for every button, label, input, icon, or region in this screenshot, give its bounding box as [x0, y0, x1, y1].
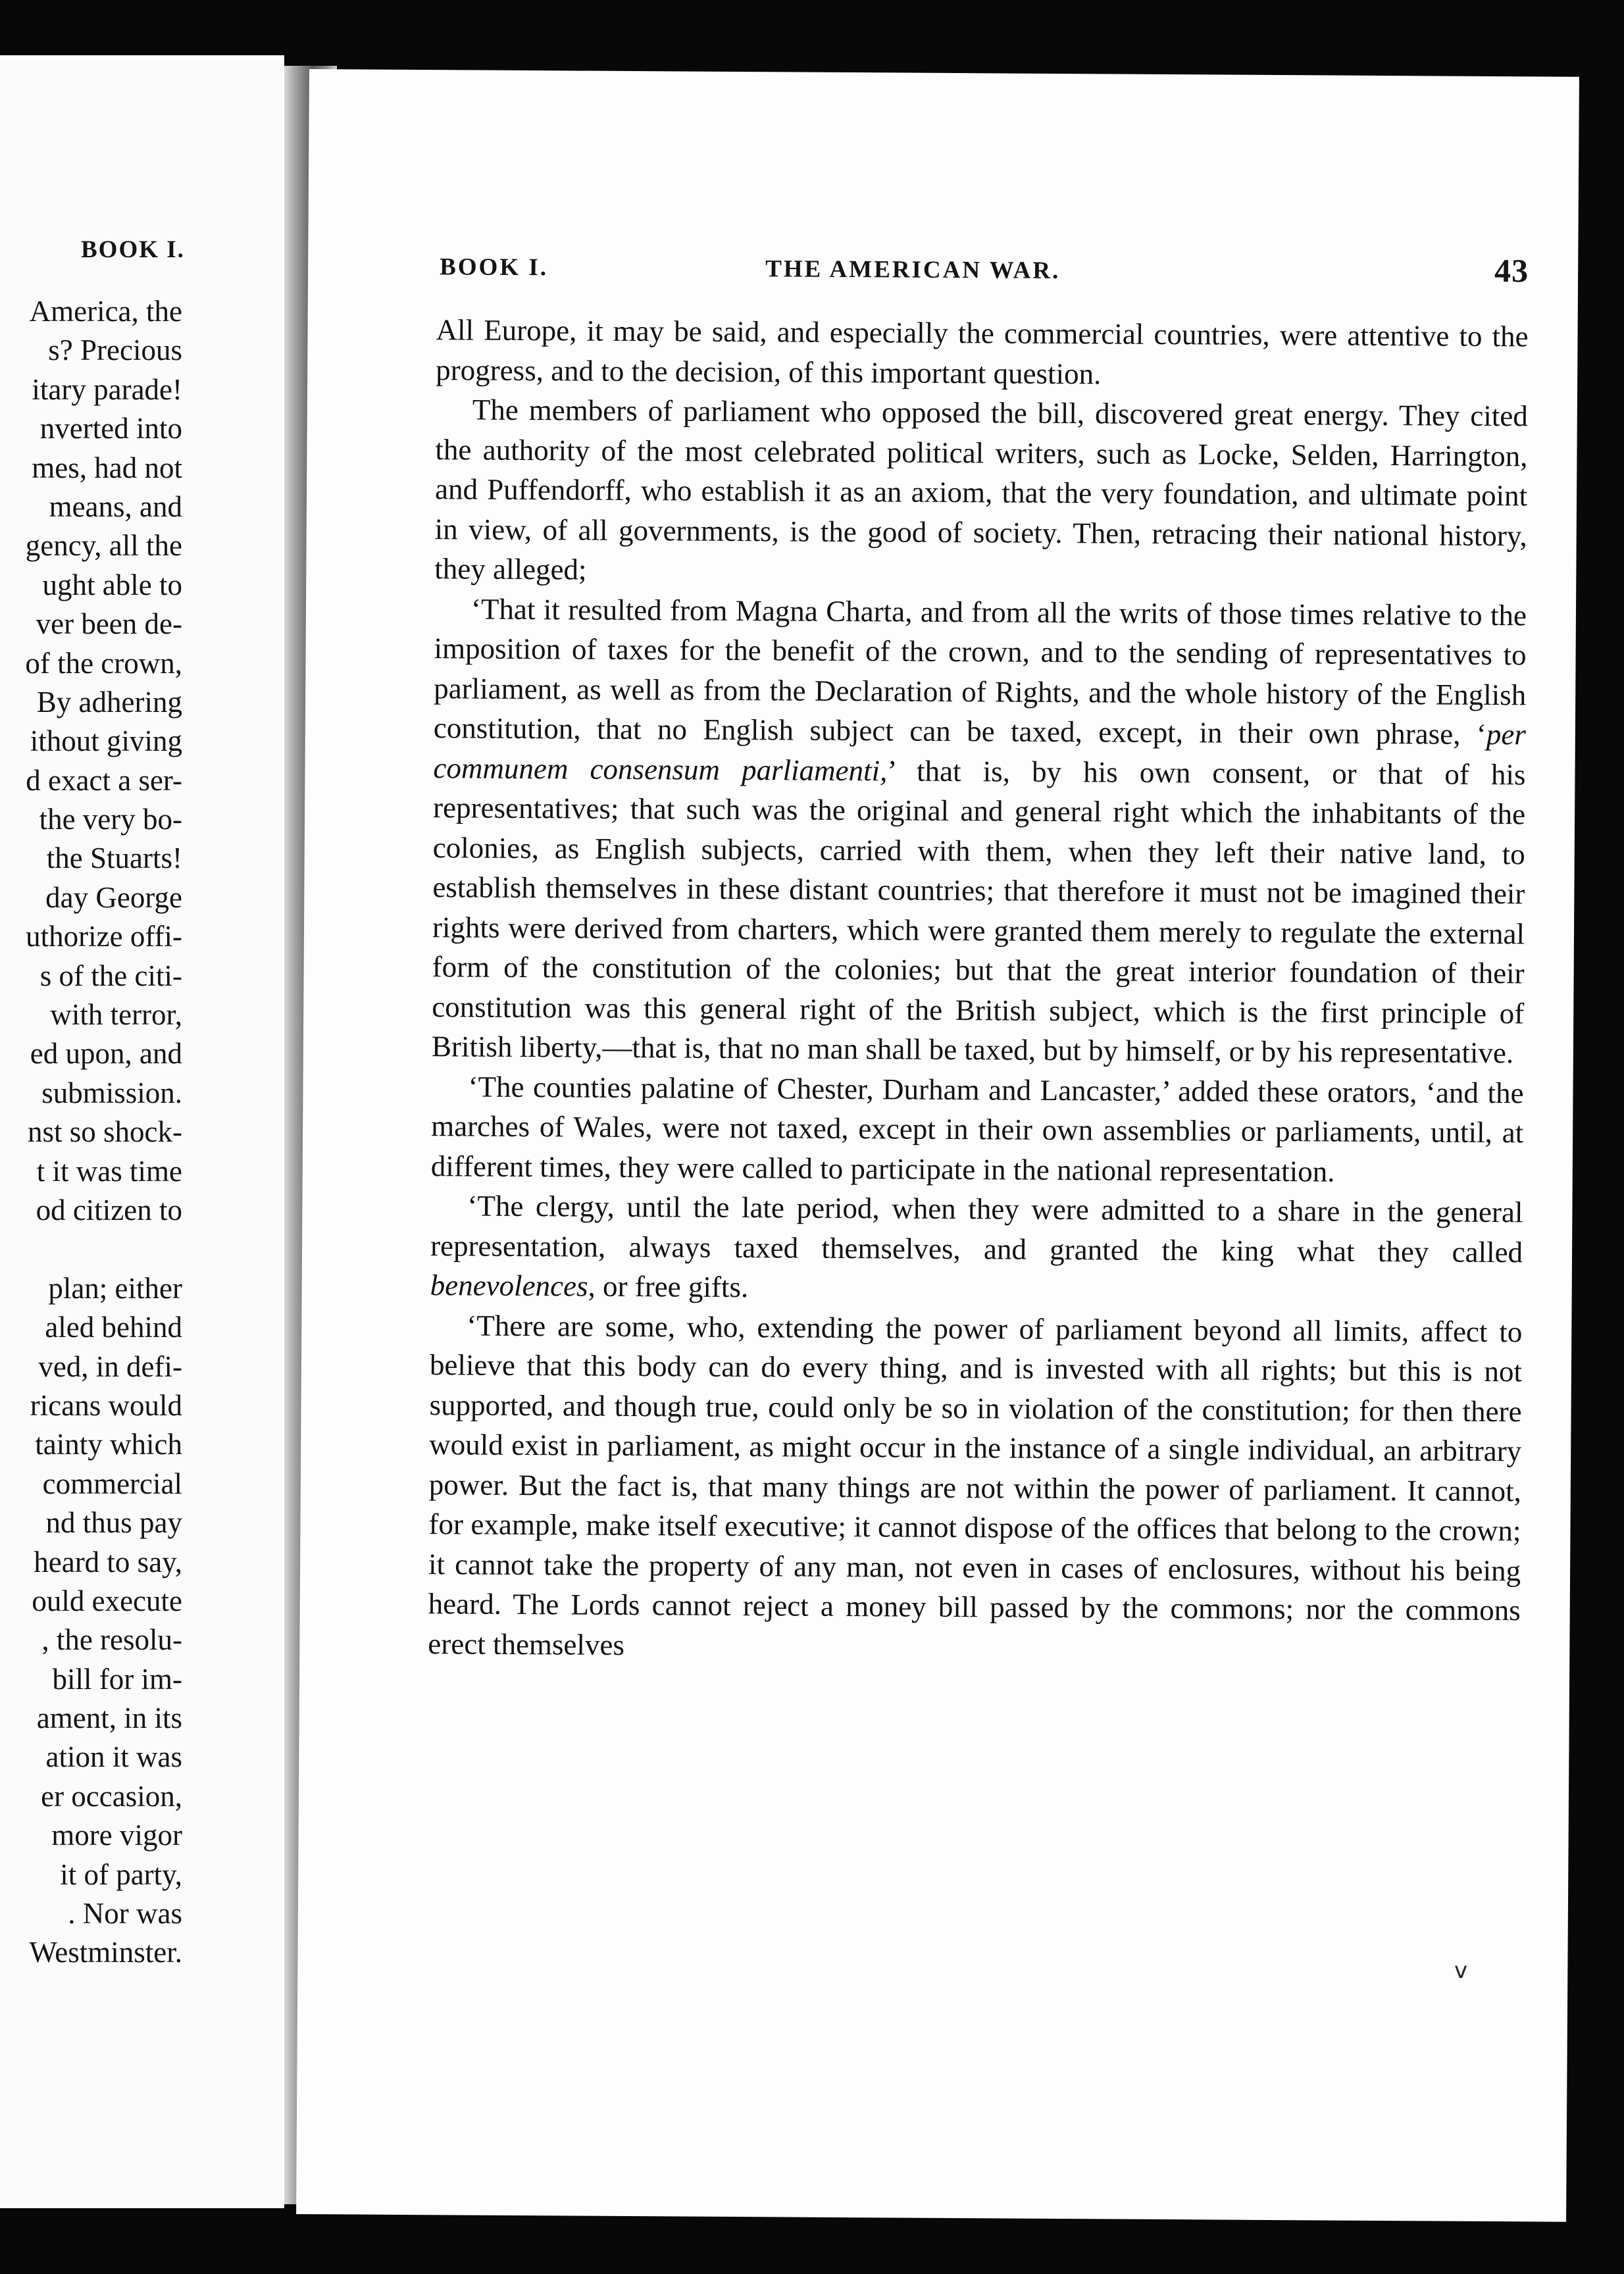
left-page-line: s of the citi-	[39, 959, 182, 992]
page-number: 43	[1494, 252, 1529, 290]
paragraph: ‘That it resulted from Magna Charta, and from all the writs of those times relative to the imposition of taxes for the benefit of the crown, and to the sending of representatives to parliament, as well as from the Declaration of Rights, and the whole history of the English constitution, that no English subject can be taxed, except, in their own phrase, ‘per communem consensum parliamenti,’ that is, by his own consent, or that of his representatives; that such was the original and general right which the inhabitants of the colonies, as English subjects, carried with them, when they left their native land, to establish themselves in these distant countries; that therefore it must not be imagined their rights were derived from charters, which were granted them merely to regulate the external form of the constitution of the colonies; but that the great interior foundation of their constitution was this general right of the British subject, which is the first principle of British liberty,—that is, that no man shall be taxed, but by himself, or by his representative.	[431, 592, 1527, 1070]
left-page-line: ver been de-	[36, 607, 182, 641]
margin-mark: v	[1454, 1958, 1468, 1984]
left-page-line: ed upon, and	[30, 1037, 182, 1071]
paragraph: ‘The clergy, until the late period, when they were admitted to a share in the general representation, always taxed themselves, and granted the king what they called benevolences, or free gifts.	[430, 1189, 1523, 1304]
left-page-line: plan; either	[48, 1271, 182, 1305]
left-page-line: ved, in defi-	[38, 1350, 182, 1383]
header-book: BOOK I.	[440, 253, 549, 282]
left-page-line: ament, in its	[36, 1702, 182, 1735]
left-page-line: bill for im-	[52, 1662, 182, 1696]
paragraph: ‘The counties palatine of Chester, Durham and Lancaster,’ added these orators, ‘and the marches of Wales, were not taxed, except in their own assemblies or parliaments, until, at different times, they were called to participate in the national representation.	[430, 1070, 1524, 1188]
left-page-line: the very bo-	[39, 803, 182, 836]
left-page-line: nd thus pay	[45, 1506, 182, 1540]
left-page-line: America, the	[29, 295, 182, 328]
body-text	[428, 310, 1529, 1670]
left-page-line: more vigor	[51, 1819, 182, 1852]
running-header	[440, 249, 1529, 295]
left-page-line: gency, all the	[25, 529, 182, 563]
left-page-line: By adhering	[36, 685, 182, 719]
left-page-line: mes, had not	[32, 451, 182, 484]
left-page-header: BOOK I.	[81, 236, 185, 263]
left-page-line: ught able to	[42, 568, 182, 601]
left-page-line: ould execute	[32, 1584, 182, 1617]
paragraph: All Europe, it may be said, and especially the commercial countries, were attentive to the progress, and to the decision, of this important question.	[436, 313, 1529, 390]
paragraph: The members of parliament who opposed the bill, discovered great energy. They cited the authority of the most celebrated political writers, such as Locke, Selden, Harrington, and Puffendorff, who establish it as an axiom, that the very foundation, and ultimate point in view, of all governments, is the good of society. Then, retracing their national history, they alleged;	[434, 393, 1528, 586]
left-page	[0, 55, 284, 2208]
left-page-line	[0, 1230, 182, 1269]
left-page-line: er occasion,	[41, 1779, 182, 1813]
left-page-line: ricans would	[30, 1388, 182, 1422]
left-page-line: heard to say,	[34, 1545, 182, 1579]
left-page-line: means, and	[49, 490, 182, 523]
left-page-line: with terror,	[50, 998, 182, 1032]
left-page-line: d exact a ser-	[26, 763, 182, 797]
left-page-line: ithout giving	[30, 724, 182, 758]
left-page-line: it of party,	[60, 1857, 182, 1891]
left-page-line: , the resolu-	[41, 1623, 182, 1657]
left-page-line: s? Precious	[48, 334, 182, 367]
header-title: THE AMERICAN WAR.	[765, 255, 1061, 284]
left-page-line: nverted into	[39, 412, 182, 445]
left-page-line: ation it was	[45, 1740, 182, 1774]
left-page-line: of the crown,	[25, 646, 182, 680]
left-page-line: submission.	[41, 1076, 182, 1109]
left-page-line: t it was time	[36, 1154, 182, 1188]
left-page-line: commercial	[42, 1467, 182, 1500]
right-page	[296, 69, 1579, 2222]
left-page-line: aled behind	[45, 1311, 182, 1344]
left-page-line: the Stuarts!	[46, 842, 182, 875]
left-page-line: day George	[45, 880, 182, 914]
left-page-line: Westminster.	[29, 1936, 182, 1969]
left-page-line: tainty which	[35, 1428, 182, 1461]
left-page-line: itary parade!	[32, 372, 182, 406]
left-page-line: . Nor was	[68, 1897, 182, 1931]
left-page-line: od citizen to	[36, 1193, 182, 1226]
left-page-line: uthorize offi-	[26, 920, 182, 953]
paragraph: ‘There are some, who, extending the power of parliament beyond all limits, affect to believe that this body can do every thing, and is invested with all rights; but this is not supported, and though true, could only be so in violation of the constitution; for then there would exist in parliament, as might occur in the instance of a single individual, an arbitrary power. But the fact is, that many things are not within the power of parliament. It cannot, for example, make itself executive; it cannot dispose of the offices that belong to the crown; it cannot take the property of any man, not even in cases of enclosures, without his being heard. The Lords cannot reject a money bill passed by the commons; nor the commons erect themselves	[428, 1308, 1523, 1661]
left-page-line: nst so shock-	[28, 1115, 182, 1149]
left-page-text	[0, 292, 182, 1973]
